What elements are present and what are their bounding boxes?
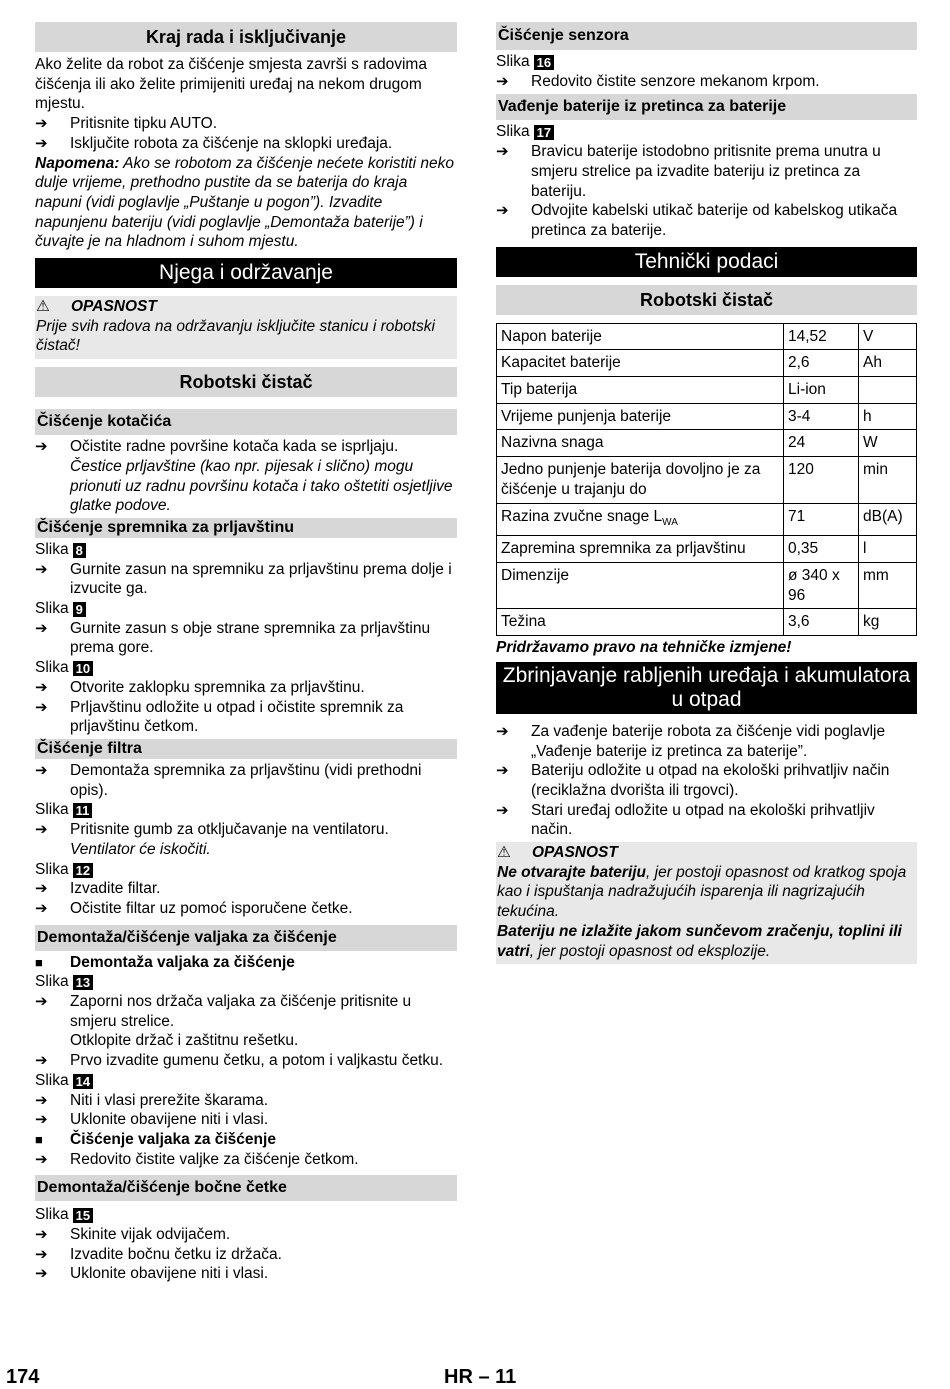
step: ➔ Prvo izvadite gumenu četku, a potom i valjkastu četku. (35, 1052, 444, 1070)
figure-ref: Slika 8 (35, 540, 457, 560)
arrow-icon: ➔ (35, 438, 48, 456)
arrow-icon: ➔ (496, 202, 509, 220)
sub-step: ■ Čišćenje valjaka za čišćenje (35, 1130, 276, 1148)
arrow-icon: ➔ (35, 761, 48, 779)
spec-label: Vrijeme punjenja baterije (497, 403, 784, 430)
figure-ref: Slika 11 (35, 800, 457, 820)
spec-value: 120 (784, 457, 859, 503)
spec-row (497, 350, 917, 377)
spec-row (497, 430, 917, 457)
heading-kraj-rada: Kraj rada i isključivanje (35, 22, 457, 52)
step: ➔ Pritisnite tipku AUTO. (35, 115, 218, 133)
arrow-icon: ➔ (496, 72, 509, 90)
arrow-icon: ➔ (35, 115, 48, 133)
spec-value: 3-4 (784, 403, 859, 430)
square-bullet-icon: ■ (35, 954, 43, 970)
heading-robotski-cistac-spec: Robotski čistač (496, 285, 917, 315)
step: ➔ Zaporni nos držača valjaka za čišćenje pritisnite u smjeru strelice. Otklopite držač i zaštitnu rešetku. (35, 993, 412, 1050)
heading-bocna-cetka: Demontaža/čišćenje bočne četke (35, 1175, 457, 1201)
spec-unit (859, 377, 917, 404)
figure-ref: Slika 14 (35, 1071, 457, 1091)
step: ➔ Odvojite kabelski utikač baterije od kabelskog utikača pretinca za baterije. (496, 202, 898, 239)
arrow-icon: ➔ (35, 1111, 48, 1129)
spec-label: Jedno punjenje baterija dovoljno je za čišćenje u trajanju do (497, 457, 784, 503)
step: ➔ Izvadite bočnu četku iz držača. (35, 1245, 282, 1263)
heading-senzori: Čišćenje senzora (496, 22, 917, 50)
heading-tehnicki-podaci: Tehnički podaci (496, 247, 917, 277)
arrow-icon: ➔ (496, 143, 509, 161)
arrow-icon: ➔ (496, 762, 509, 780)
heading-robotski-cistac: Robotski čistač (35, 367, 457, 397)
heading-kotacici: Čišćenje kotačića (35, 409, 457, 435)
figure-ref: Slika 9 (35, 599, 457, 619)
step: ➔ Uklonite obavijene niti i vlasi. (35, 1265, 269, 1283)
spec-label: Dimenzije (497, 563, 784, 609)
step: ➔ Bravicu baterije istodobno pritisnite prema unutra u smjeru strelice pa izvadite bateriju iz pretinca za bateriju. (496, 143, 881, 200)
heading-njega: Njega i održavanje (35, 258, 457, 288)
spec-row (497, 563, 917, 609)
step: ➔ Redovito čistite valjke za čišćenje četkom. (35, 1150, 359, 1168)
spec-row (497, 323, 917, 350)
arrow-icon: ➔ (35, 899, 48, 917)
spec-unit: kg (859, 609, 917, 636)
step: ➔ Otvorite zaklopku spremnika za prljavštinu. (35, 678, 365, 696)
arrow-icon: ➔ (35, 1265, 48, 1283)
spec-unit: Ah (859, 350, 917, 377)
left-column (35, 22, 457, 1284)
reserve-note: Pridržavamo pravo na tehničke izmjene! (496, 639, 792, 657)
step: ➔ Demontaža spremnika za prljavštinu (vidi prethodni opis). (35, 761, 422, 799)
square-bullet-icon: ■ (35, 1131, 43, 1147)
step: ➔ Izvadite filtar. (35, 880, 161, 898)
spec-row (497, 377, 917, 404)
arrow-icon: ➔ (35, 678, 48, 696)
arrow-icon: ➔ (35, 560, 48, 578)
step: ➔ Očistite radne površine kotača kada se isprljaju. Čestice prljavštine (kao npr. pijesak i slično) mogu prionuti uz radnu površinu kotača i tako oštetiti osjetljive glatke podove. (35, 438, 453, 515)
step: ➔ Bateriju odložite u otpad na ekološki prihvatljiv način (reciklažna dvorišta ili trgovci). (496, 762, 890, 799)
figure-ref: Slika 17 (496, 122, 917, 142)
spec-row (497, 457, 917, 503)
step: ➔ Pritisnite gumb za otključavanje na ventilatoru. Ventilator će iskočiti. (35, 821, 389, 858)
page-number: 174 (6, 1366, 40, 1388)
heading-zbrinjavanje: Zbrinjavanje rabljenih uređaja i akumulatora u otpad (496, 662, 917, 714)
spec-row (497, 403, 917, 430)
spec-value: 0,35 (784, 536, 859, 563)
spec-label: Tip baterija (497, 377, 784, 404)
step: ➔ Za vađenje baterije robota za čišćenje vidi poglavlje „Vađenje baterije iz pretinca za baterije”. (496, 722, 886, 760)
step: ➔ Stari uređaj odložite u otpad na ekološki prihvatljiv način. (496, 801, 875, 839)
spec-value: 14,52 (784, 323, 859, 350)
spec-value: ø 340 x 96 (784, 563, 859, 609)
arrow-icon: ➔ (35, 1052, 48, 1070)
spec-label: Nazivna snaga (497, 430, 784, 457)
step: ➔ Gurnite zasun s obje strane spremnika za prljavštinu prema gore. (35, 619, 431, 657)
spec-value: 2,6 (784, 350, 859, 377)
step: ➔ Niti i vlasi prerežite škarama. (35, 1091, 269, 1109)
spec-unit: V (859, 323, 917, 350)
arrow-icon: ➔ (35, 880, 48, 898)
step: ➔ Gurnite zasun na spremniku za prljavštinu prema dolje i izvucite ga. (35, 560, 452, 598)
spec-label: Razina zvučne snage $L_{WA}$ (497, 503, 784, 536)
note: Napomena: Ako se robotom za čišćenje nećete koristiti neko dulje vrijeme, prethodno pustite da se baterija do kraja napuni (vidi poglavlje „Puštanje u pogon”). Izvadite napunjenu bateriju (vidi poglavlje „Demontaža baterije”) i čuvajte je na hladnom i suhom mjestu. (35, 154, 454, 251)
step: ➔ Očistite filtar uz pomoć isporučene četke. (35, 899, 353, 917)
heading-spremnik: Čišćenje spremnika za prljavštinu (35, 518, 457, 538)
heading-vadenje-baterije: Vađenje baterije iz pretinca za baterije (496, 94, 917, 120)
right-column (496, 22, 917, 972)
spec-unit: h (859, 403, 917, 430)
spec-value: 3,6 (784, 609, 859, 636)
arrow-icon: ➔ (35, 619, 48, 637)
page-code: HR – 11 (444, 1366, 517, 1388)
spec-label: Zapremina spremnika za prljavštinu (497, 536, 784, 563)
spec-value: 24 (784, 430, 859, 457)
spec-table (496, 323, 917, 637)
spec-label: Napon baterije (497, 323, 784, 350)
step: ➔ Isključite robota za čišćenje na sklopki uređaja. (35, 134, 393, 152)
figure-ref: Slika 12 (35, 860, 457, 880)
arrow-icon: ➔ (35, 1226, 48, 1244)
figure-ref: Slika 10 (35, 658, 457, 678)
arrow-icon: ➔ (35, 134, 48, 152)
arrow-icon: ➔ (35, 1245, 48, 1263)
spec-unit: W (859, 430, 917, 457)
arrow-icon: ➔ (35, 698, 48, 716)
intro-text: Ako želite da robot za čišćenje smjesta završi s radovima čišćenja ili ako želite primijeniti uređaj na nekom drugom mjestu. (35, 56, 427, 113)
spec-row (497, 609, 917, 636)
arrow-icon: ➔ (35, 993, 48, 1011)
arrow-icon: ➔ (35, 821, 48, 839)
spec-unit: min (859, 457, 917, 503)
step: ➔ Prljavštinu odložite u otpad i očistite spremnik za prljavštinu četkom. (35, 698, 404, 736)
spec-row (497, 503, 917, 536)
sub-step: ■ Demontaža valjaka za čišćenje (35, 953, 295, 971)
step: ➔ Uklonite obavijene niti i vlasi. (35, 1111, 269, 1129)
heading-valjak: Demontaža/čišćenje valjaka za čišćenje (35, 925, 457, 951)
danger-box: ⚠ OPASNOST Prije svih radova na održavanju isključite stanicu i robotski čistač! (35, 296, 457, 359)
arrow-icon: ➔ (496, 722, 509, 740)
step: ➔ Skinite vijak odvijačem. (35, 1226, 231, 1244)
spec-unit: l (859, 536, 917, 563)
warning-triangle-icon: ⚠ (36, 298, 50, 316)
spec-label: Kapacitet baterije (497, 350, 784, 377)
arrow-icon: ➔ (35, 1091, 48, 1109)
spec-value: Li-ion (784, 377, 859, 404)
figure-ref: Slika 15 (35, 1205, 457, 1225)
warning-triangle-icon: ⚠ (497, 844, 511, 862)
figure-ref: Slika 16 (496, 52, 917, 72)
heading-filtar: Čišćenje filtra (35, 739, 457, 759)
arrow-icon: ➔ (496, 801, 509, 819)
spec-unit: mm (859, 563, 917, 609)
arrow-icon: ➔ (35, 1150, 48, 1168)
spec-label: Težina (497, 609, 784, 636)
figure-ref: Slika 13 (35, 972, 457, 992)
danger-box: ⚠ OPASNOST Ne otvarajte bateriju, jer postoji opasnost od kratkog spoja kao i ispuštanja nadražujućih isparenja ili nagrizajućih tekućina. Bateriju ne izlažite jakom sunčevom zračenju, toplini ili vatri, jer postoji opasnost od eksplozije. (496, 842, 917, 964)
spec-row (497, 536, 917, 563)
spec-unit: dB(A) (859, 503, 917, 536)
step: ➔ Redovito čistite senzore mekanom krpom. (496, 72, 820, 90)
spec-value: 71 (784, 503, 859, 536)
